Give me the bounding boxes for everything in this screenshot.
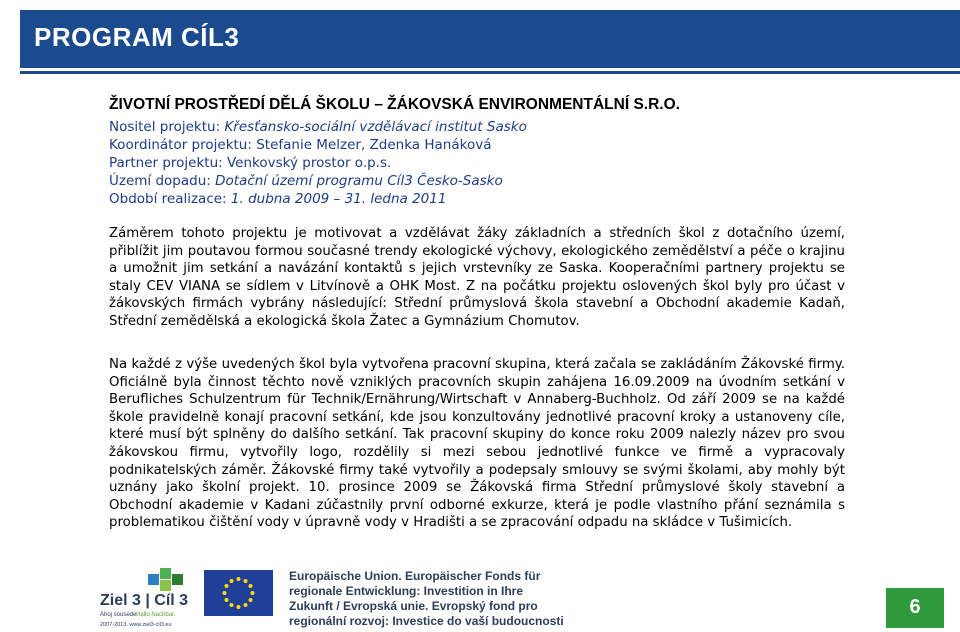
- info-row-obdobi: [109, 190, 446, 208]
- header-divider: [20, 71, 960, 74]
- page-number-badge: [886, 588, 944, 628]
- info-label: Koordinátor projektu:: [109, 137, 257, 153]
- info-row-uzemi: [109, 172, 503, 190]
- info-row-nositel: [109, 118, 527, 136]
- paragraph-intro: Záměrem tohoto projektu je motivovat a vzdělávat žáky základních a středních škol z dotačního území, přiblížit jim poutavou formou současné trendy ekologické výchovy, ekologického zemědělství a péče o krajinu a umožnit jim setkání a navázání kontaktů s jejich vrstevníky ze Saska. Kooperačními partnery projektu se staly CEV VIANA se sídlem v Litvínově a OHK Most. Z na počátku projektu oslovených škol byly pro účast v žákovských firmách vybrány následující: Střední průmyslová škola stavební a Obchodní akademie Kadaň, Střední zemědělská a ekologická škola Žatec a Gymnázium Chomutov.: [109, 226, 845, 329]
- ziel3-logo: [100, 566, 192, 630]
- paragraph-details: Na každé z výše uvedených škol byla vytvořena pracovní skupina, která začala se zakládáním Žákovské firmy. Oficiálně byla činnost těchto nově vzniklých pracovních skupin zahájena 16.09.2009 na úvodním setkání v Berufliches Schulzentrum für Technik/Ernährung/Wirtschaft v Annaberg-Buchholz. Od září 2009 se na každé škole pravidelně konají pracovní setkání, kde jsou konzultovány jednotlivé pracovní kroky a ustanoveny cíle, které musí být splněny do dalšího setkání. Tak pracovní skupiny do konce roku 2009 nalezly název pro svou žákovskou firmu, vytvořily logo, rozdělily si mezi sebou jednotlivé funkce ve firmě a vypracovaly podnikatelských záměr. Žákovské firmy také vytvořily a podepsaly smlouvy se svými školami, aby mohly být uznány jako školní projekt. 10. prosince 2009 se Žákovská firma Střední průmyslové školy stavební a Obchodní akademie v Kadani zúčastnily první odborné exkurze, která je podle vlastního přání seznámila s problematikou čištění vody v úpravně vody v Hradišti a se zpracování odpadu na skládce v Tušimicích.: [109, 357, 845, 531]
- puzzle-logo-icon: [146, 566, 186, 592]
- eu-line: regionale Entwicklung: Investition in Ihre: [289, 584, 524, 598]
- info-label: Nositel projektu:: [109, 119, 225, 135]
- logo-tagline-cz: Ahoj sousede.: [100, 612, 139, 618]
- page-number: 6: [909, 596, 921, 618]
- header: [0, 0, 960, 76]
- info-label: Období realizace:: [109, 191, 231, 207]
- footer: [0, 560, 960, 632]
- info-label: Území dopadu:: [109, 173, 216, 189]
- logo-url: 2007-2013. www.ziel3-cil3.eu: [100, 622, 172, 628]
- info-value: Dotační území programu Cíl3 Česko-Sasko: [215, 173, 503, 189]
- eu-funding-statement: [289, 569, 564, 629]
- eu-stars-icon: [204, 570, 273, 616]
- logo-wordmark: Ziel 3 | Cíl 3: [100, 592, 189, 609]
- info-row-koordinator: [109, 136, 491, 154]
- info-value: Stefanie Melzer, Zdenka Hanáková: [256, 137, 492, 153]
- eu-flag-icon: [204, 570, 273, 616]
- page-title: PROGRAM CÍL3: [34, 22, 240, 52]
- info-value: Křesťansko-sociální vzdělávací institut Sasko: [224, 119, 527, 135]
- info-row-partner: [109, 154, 391, 172]
- eu-line: Zukunft / Evropská unie. Evropský fond pro: [289, 599, 538, 613]
- project-headline: ŽIVOTNÍ PROSTŘEDÍ DĚLÁ ŠKOLU – ŽÁKOVSKÁ ENVIRONMENTÁLNÍ S.R.O.: [109, 96, 680, 113]
- info-label: Partner projektu:: [109, 155, 227, 171]
- eu-line: regionální rozvoj: Investice do vaší budoucnosti: [289, 614, 564, 628]
- info-value: 1. dubna 2009 – 31. ledna 2011: [230, 191, 447, 207]
- info-value: Venkovský prostor o.p.s.: [227, 155, 392, 171]
- eu-line: Europäische Union. Europäischer Fonds für: [289, 569, 541, 583]
- logo-tagline-de: Hallo Nachbar.: [136, 612, 176, 618]
